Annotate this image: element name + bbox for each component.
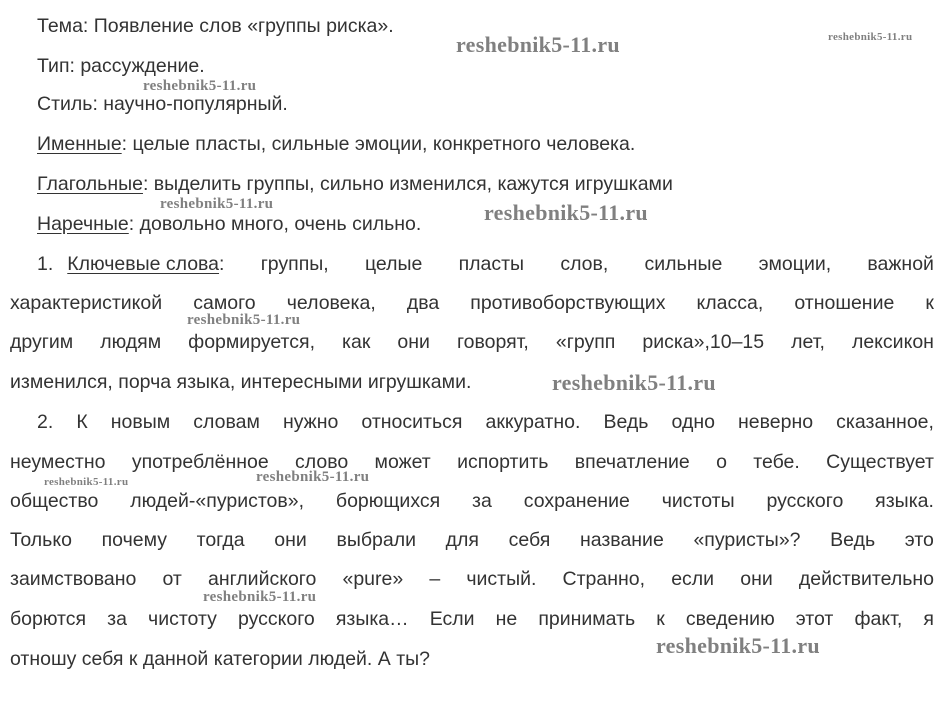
p2-line6 (10, 606, 934, 632)
word: английского (208, 568, 317, 590)
word: важной (867, 253, 934, 275)
p2-line2 (10, 449, 934, 475)
word: языка… (335, 608, 409, 630)
nominal-text: : целые пласты, сильные эмоции, конкретного человека. (121, 133, 636, 155)
p1-line1 (37, 251, 934, 277)
word: Странно, (562, 568, 646, 590)
word: Существует (826, 451, 934, 473)
p1-number: 1. (37, 253, 54, 275)
word: о (716, 451, 727, 473)
word: характеристикой (10, 292, 163, 314)
word: лет, (791, 331, 825, 353)
watermark: reshebnik5-11.ru (552, 370, 716, 395)
watermark: reshebnik5-11.ru (828, 31, 913, 43)
nominal-line (37, 131, 635, 157)
word: «групп (555, 331, 616, 353)
word: людей-«пуристов», (130, 490, 305, 512)
word: выбрали (336, 529, 416, 551)
word: – (429, 568, 441, 590)
word: общество (10, 490, 99, 512)
watermark: reshebnik5-11.ru (484, 200, 648, 225)
word: чистоту (148, 608, 217, 630)
word: не (495, 608, 518, 630)
word: слово (295, 451, 349, 473)
p1-key-label: Ключевые слова (67, 253, 220, 275)
word: Ведь (603, 411, 649, 433)
word: самого (193, 292, 256, 314)
word: тебе. (753, 451, 800, 473)
word: себя (508, 529, 551, 551)
word: «пуристы»? (693, 529, 801, 551)
word: словам (193, 411, 260, 433)
verbal-line (37, 171, 673, 197)
word: Ведь (830, 529, 876, 551)
word: относиться (361, 411, 463, 433)
style-line: Стиль: научно-популярный. (37, 93, 288, 115)
adverbial-label: Наречные (37, 213, 129, 235)
word: эмоции, (758, 253, 832, 275)
word: формируется, (188, 331, 315, 353)
verbal-label: Глагольные (37, 173, 143, 195)
p1-line4: изменился, порча языка, интересными игрушками. (10, 371, 472, 393)
word: людям (100, 331, 162, 353)
word: неуместно (10, 451, 106, 473)
word: Только (10, 529, 72, 551)
word: они (740, 568, 773, 590)
word: лексикон (851, 331, 934, 353)
word: пласты (458, 253, 525, 275)
word: другим (10, 331, 74, 353)
watermark: reshebnik5-11.ru (44, 476, 129, 488)
word: действительно (798, 568, 934, 590)
word: русского (237, 608, 315, 630)
word: к (656, 608, 665, 630)
p2-line7: отношу себя к данной категории людей. А ты? (10, 648, 430, 670)
word: этот (795, 608, 834, 630)
word: отношение (794, 292, 895, 314)
word: человека, (286, 292, 376, 314)
p1-line1-rest (219, 251, 934, 277)
word: языка. (875, 490, 934, 512)
word: Если (429, 608, 475, 630)
word: 2. (37, 411, 54, 433)
word: : (219, 253, 225, 275)
watermark: reshebnik5-11.ru (160, 196, 274, 212)
p2-line5 (10, 566, 934, 592)
p1-line3 (10, 329, 934, 355)
word: говорят, (456, 331, 529, 353)
word: группы, (260, 253, 329, 275)
word: борющихся (335, 490, 441, 512)
word: сказанное, (836, 411, 934, 433)
word: это (904, 529, 934, 551)
word: два (406, 292, 440, 314)
word: они (397, 331, 430, 353)
adverbial-line (37, 211, 421, 237)
watermark: reshebnik5-11.ru (143, 78, 257, 94)
word: риска»,10–15 (642, 331, 765, 353)
word: почему (101, 529, 167, 551)
word: русского (766, 490, 844, 512)
verbal-text: : выделить группы, сильно изменился, кажутся игрушками (142, 173, 673, 195)
type-line: Тип: рассуждение. (37, 55, 205, 77)
word: целые (364, 253, 423, 275)
watermark: reshebnik5-11.ru (256, 469, 370, 485)
word: принимать (538, 608, 636, 630)
word: для (445, 529, 479, 551)
word: от (162, 568, 182, 590)
word: я (923, 608, 934, 630)
word: «pure» (342, 568, 404, 590)
word: тогда (196, 529, 245, 551)
word: класса, (696, 292, 764, 314)
word: К (76, 411, 88, 433)
word: нужно (282, 411, 339, 433)
nominal-label: Именные (37, 133, 122, 155)
word: одно (671, 411, 715, 433)
word: сохранение (523, 490, 630, 512)
word: чистый. (466, 568, 537, 590)
word: название (579, 529, 664, 551)
p2-line3 (10, 488, 934, 514)
word: за (472, 490, 492, 512)
word: употреблённое (131, 451, 269, 473)
word: сведению (685, 608, 775, 630)
topic-line: Тема: Появление слов «группы риска». (37, 15, 394, 37)
word: испортить (457, 451, 549, 473)
word: сильные (644, 253, 723, 275)
p1-line1-body (67, 251, 934, 277)
p2-line4 (10, 527, 934, 553)
watermark: reshebnik5-11.ru (456, 32, 620, 57)
watermark: reshebnik5-11.ru (203, 589, 317, 605)
p1-line2 (10, 290, 934, 316)
adverbial-text: : довольно много, очень сильно. (128, 213, 422, 235)
word: аккуратно. (485, 411, 581, 433)
watermark: reshebnik5-11.ru (187, 312, 301, 328)
word: неверно (738, 411, 814, 433)
word: чистоты (661, 490, 735, 512)
p2-line1 (37, 409, 934, 435)
word: к (925, 292, 934, 314)
word: как (342, 331, 371, 353)
word: впечатление (574, 451, 690, 473)
word: они (274, 529, 307, 551)
word: новым (110, 411, 171, 433)
word: противоборствующих (470, 292, 666, 314)
word: если (671, 568, 715, 590)
watermark: reshebnik5-11.ru (656, 633, 820, 658)
word: факт, (854, 608, 903, 630)
word: за (107, 608, 127, 630)
word: заимствовано (10, 568, 137, 590)
word: может (374, 451, 431, 473)
word: слов, (560, 253, 609, 275)
word: борются (10, 608, 87, 630)
